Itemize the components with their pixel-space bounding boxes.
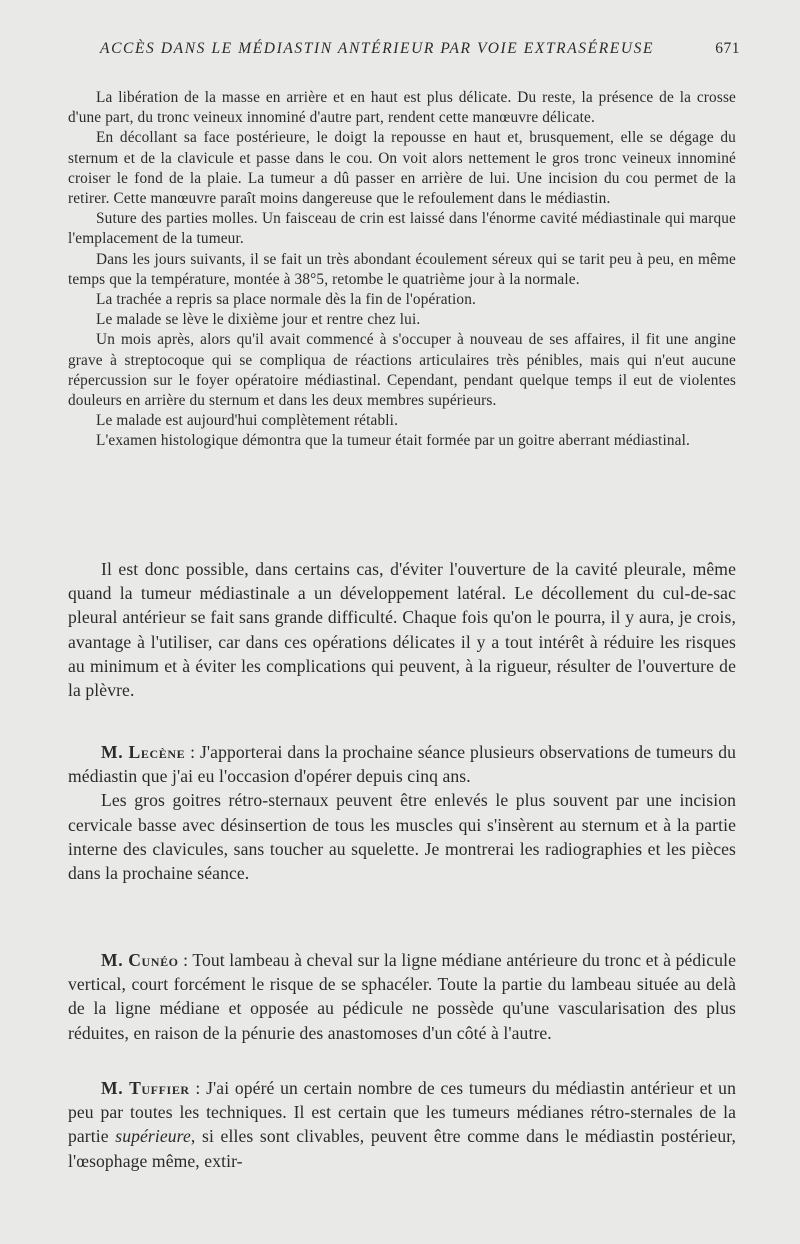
running-header: [100, 40, 740, 58]
tuffier-remarks: [68, 1076, 736, 1173]
paragraph: Les gros goitres rétro-sternaux peuvent être enlevés le plus souvent par une incision cervicale basse avec désinsertion de tous les muscles qui s'insèrent au sternum et à la partie interne des clavicules, sans toucher au squelette. Je montrerai les radiographies et les pièces dans la prochaine séance.: [68, 790, 736, 884]
running-title: ACCÈS DANS LE MÉDIASTIN ANTÉRIEUR PAR VOIE EXTRASÉREUSE: [100, 40, 655, 57]
lecene-remarks: [68, 740, 736, 885]
paragraph: Le malade se lève le dixième jour et rentre chez lui.: [96, 311, 421, 329]
remark-text: , si elles sont clivables, peuvent être comme dans le médiastin postérieur, l'œsophage même, extir-: [68, 1126, 736, 1171]
paragraph: En décollant sa face postérieure, le doigt la repousse en haut et, brusquement, elle se dégage du sternum et de la clavicule et passe dans le cou. On voit alors nettement le gros tronc veineux innominé croiser le fond de la plaie. La tumeur a dû passer en arrière de lui. Une incision du cou permet de la retirer. Cette manœuvre paraît moins dangereuse que le refoulement dans le médiastin.: [68, 129, 736, 208]
speaker-name: M. Tuffier: [101, 1078, 190, 1098]
paragraph: L'examen histologique démontra que la tumeur était formée par un goitre aberrant médiastinal.: [96, 432, 690, 450]
emphasis-text: supérieure: [115, 1126, 191, 1147]
remark-text: : J'ai opéré un certain nombre de ces tumeurs du médiastin antérieur et un peu par toutes les techniques. Il est certain que les tumeurs médianes rétro-sternales de la partie: [68, 1078, 736, 1147]
speaker-name: M. Lecène: [101, 742, 186, 762]
paragraph: [68, 740, 736, 788]
paragraph: Le malade est aujourd'hui complètement rétabli.: [96, 412, 399, 430]
paragraph: Un mois après, alors qu'il avait commencé à s'occuper à nouveau de ses affaires, il fit une angine grave à streptocoque qui se compliqua de réactions articulaires très pénibles, mais qui n'eut aucune répercussion sur le foyer opératoire médiastinal. Cependant, pendant quelque temps il eut de violentes douleurs en arrière du sternum et dans les deux membres supérieurs.: [68, 331, 736, 410]
cuneo-remarks: [68, 948, 736, 1045]
speaker-name: M. Cunéo: [101, 950, 179, 970]
conclusion-paragraph: Il est donc possible, dans certains cas, d'éviter l'ouverture de la cavité pleurale, même quand la tumeur médiastinale a un développement latéral. Le décollement du cul-de-sac pleural antérieur se fait sans grande difficulté. Chaque fois qu'on le pourra, il y aura, je crois, avantage à l'utiliser, car dans ces opérations délicates il y a tout intérêt à réduire les risques au minimum et à éviter les complications qui peuvent, à la rigueur, résulter de l'ouverture de la plèvre.: [68, 559, 736, 701]
remark-text: : Tout lambeau à cheval sur la ligne médiane antérieure du tronc et à pédicule vertical, court forcément le risque de se sphacéler. Toute la partie du lambeau située au delà de la ligne médiane et opposée au pédicule ne possède qu'une vascularisation des plus réduites, en raison de la pénurie des anastomoses d'un côté à l'autre.: [68, 950, 736, 1043]
case-report: [68, 88, 736, 452]
paragraph: Dans les jours suivants, il se fait un très abondant écoulement séreux qui se tarit peu à peu, en même temps que la température, montée à 38°5, retombe le quatrième jour à la normale.: [68, 250, 736, 288]
paragraph: [68, 948, 736, 1045]
page-number: 671: [715, 40, 740, 57]
paragraph: La trachée a repris sa place normale dès la fin de l'opération.: [96, 291, 477, 309]
paragraph: Suture des parties molles. Un faisceau de crin est laissé dans l'énorme cavité médiastinale qui marque l'emplacement de la tumeur.: [68, 210, 736, 248]
paragraph: [68, 1076, 736, 1173]
remark-text: : J'apporterai dans la prochaine séance plusieurs observations de tumeurs du médiastin que j'ai eu l'occasion d'opérer depuis cinq ans.: [68, 742, 737, 787]
paragraph: La libération de la masse en arrière et en haut est plus délicate. Du reste, la présence de la crosse d'une part, du tronc veineux innominé d'autre part, rendent cette manœuvre délicate.: [68, 89, 736, 127]
conclusion-section: [68, 557, 736, 702]
